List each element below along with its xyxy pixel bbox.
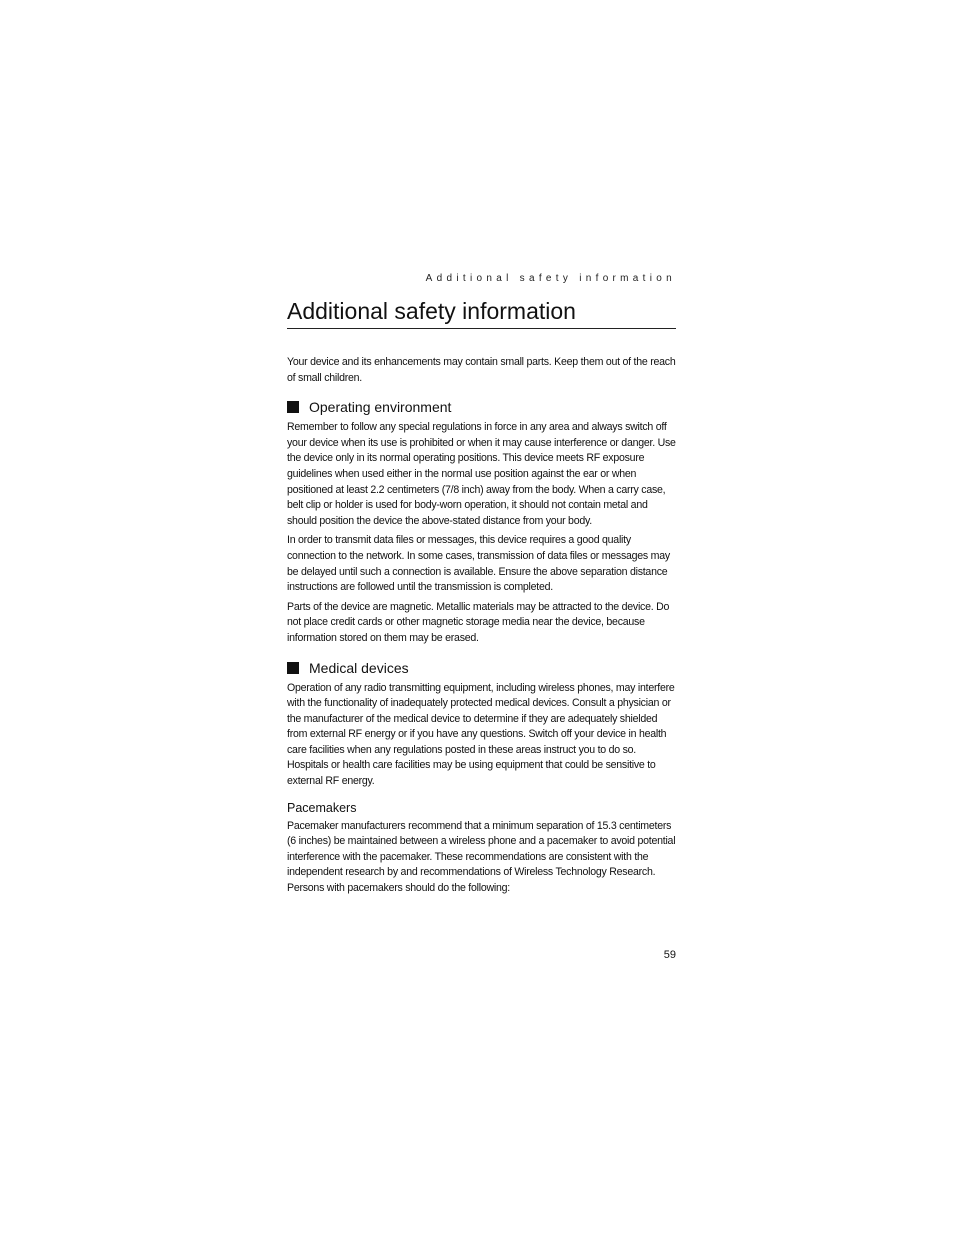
page-number: 59 <box>663 949 676 961</box>
page-content <box>287 355 676 901</box>
body-paragraph: In order to transmit data files or messages, this device requires a good quality connection to the network. In some cases, transmission of data files or messages may be delayed until such a connection is available. Ensure the above separation distance instructions are followed until the transmission is completed. <box>287 534 670 594</box>
manual-page <box>287 0 676 1235</box>
body-paragraph: Parts of the device are magnetic. Metallic materials may be attracted to the device. Do not place credit cards or other magnetic storage media near the device, because information stored on them may be erased. <box>287 600 670 644</box>
section-heading <box>287 398 676 416</box>
running-header: Additional safety information <box>425 273 676 284</box>
square-bullet-icon <box>287 401 299 413</box>
body-paragraph: Pacemaker manufacturers recommend that a minimum separation of 15.3 centimeters (6 inches) be maintained between a wireless phone and a pacemaker to avoid potential interference with the pacemaker. These recommendations are consistent with the independent research by and recommendations of Wireless Technology Research. Persons with pacemakers should do the following: <box>287 819 676 895</box>
body-paragraph: Operation of any radio transmitting equipment, including wireless phones, may interfere with the functionality of inadequately protected medical devices. Consult a physician or the manufacturer of the medical device to determine if they are adequately shielded from external RF energy or if you have any questions. Switch off your device in health care facilities when any regulations posted in these areas instruct you to do so. Hospitals or health care facilities may be using equipment that could be sensitive to external RF energy. <box>287 681 675 788</box>
intro-paragraph: Your device and its enhancements may contain small parts. Keep them out of the reach of small children. <box>287 356 676 384</box>
section-heading-label: Medical devices <box>309 659 409 676</box>
section-heading-label: Operating environment <box>309 399 452 416</box>
section-medical-devices <box>287 659 676 897</box>
subsection-heading: Pacemakers <box>287 800 357 815</box>
page-title: Additional safety information <box>287 296 676 329</box>
section-operating-environment <box>287 398 676 646</box>
section-spacer <box>287 651 676 659</box>
section-heading <box>287 659 676 677</box>
square-bullet-icon <box>287 662 299 674</box>
body-paragraph: Remember to follow any special regulations in force in any area and always switch off your device when its use is prohibited or when it may cause interference or danger. Use the device only in its normal operating positions. This device meets RF exposure guidelines when used either in the normal use position against the ear or when positioned at least 2.2 centimeters (7/8 inch) away from the body. When a carry case, belt clip or holder is used for body-worn operation, it should not contain metal and should position the device the above-stated distance from your body. <box>287 421 676 527</box>
